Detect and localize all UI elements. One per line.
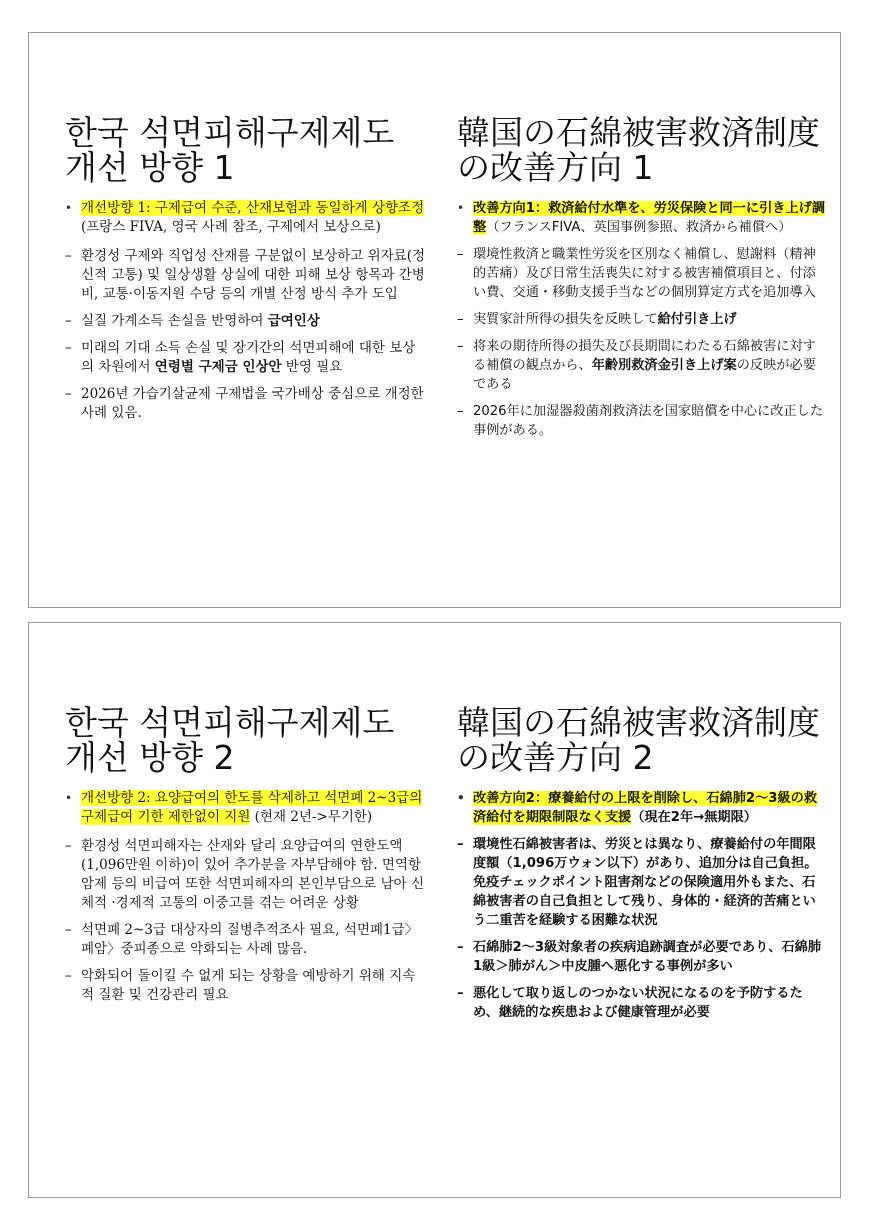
bullet-text: 악화되어 돌이킬 수 없게 되는 상황을 예방하기 위해 지속적 질환 및 건강관리 필요: [81, 968, 416, 1003]
title-line-2: 개선 방향 2: [65, 738, 235, 777]
bullet-text: 반영 필요: [281, 359, 343, 375]
dash-mark: –: [457, 404, 464, 419]
bullet-text: （フランスFIVA、英国事例参照、救済から補償へ）: [486, 220, 792, 235]
bullet-text: 環境性石綿被害者は、労災とは異なり、療養給付の年間限度額（1,096万ウォン以下）があり、追加分は自己負担。免疫チェックポイント阻害剤などの保険適用外もまた、石綿被害者の自己負担として残り、身体的・経済的苦痛という二重苦を経験する困難な状況: [473, 837, 818, 928]
bullet-list: [65, 789, 425, 1013]
bullet-list: [65, 199, 425, 431]
bullet-item: [65, 385, 425, 423]
highlighted-text: 개선방향 1: 구제급여 수준, 산재보험과 동일하게 상향조정: [81, 200, 425, 216]
bullet-text: 2026年に加湿器殺菌剤救済法を国家賠償を中心に改正した事例がある。: [473, 404, 824, 438]
bullet-text: 悪化して取り返しのつかない状況になるのを予防するため、継続的な疾患および健康管理が必要: [473, 986, 803, 1020]
dash-mark: –: [457, 312, 464, 327]
bullet-text: 環境性救済と職業性労災を区別なく補償し、慰謝料（精神的苦痛）及び日常生活喪失に対する被害補償項目と、付添い費、交通・移動支援手当などの個別算定方式を追加導入: [473, 247, 816, 300]
dash-mark: –: [457, 837, 464, 852]
bullet-item: [65, 312, 425, 331]
slide-1: [28, 32, 841, 608]
bullet-mark: •: [65, 201, 73, 215]
bullet-item: [65, 339, 425, 377]
bullet-text: の反映が必要である: [473, 358, 816, 392]
dash-mark: –: [457, 247, 464, 262]
bold-text: 年齢別救済金引き上げ案: [591, 358, 737, 373]
bullet-list: [457, 789, 827, 1030]
bullet-list: [457, 199, 827, 448]
dash-mark: –: [65, 968, 72, 984]
bold-text: 給付引き上げ: [657, 312, 737, 327]
bullet-item: [457, 789, 827, 827]
title-line-1: 韓国の石綿被害救済制度: [457, 703, 820, 742]
bullet-item: [457, 310, 827, 329]
bullet-item: [65, 837, 425, 913]
highlighted-text: 改善方向2：療養給付の上限を削除し、石綿肺2〜3級の救済給付を期限制限なく支援: [473, 791, 818, 825]
bullet-item: [457, 245, 827, 302]
bullet-text: 将来の期待所得の損失及び長期間にわたる石綿被害に対する補償の観点から、: [473, 339, 816, 373]
dash-mark: –: [65, 922, 72, 938]
bullet-text: 石綿肺2〜3級対象者の疾病追跡調査が必要であり、石綿肺1級＞肺がん＞中皮腫へ悪化する事例が多い: [473, 940, 822, 974]
bullet-text: 2026년 가습기살균제 구제법을 국가배상 중심으로 개정한 사례 있음.: [81, 386, 424, 421]
slide-title-japanese: [457, 115, 837, 185]
title-line-2: の改善方向 2: [457, 738, 654, 777]
bullet-item: [457, 337, 827, 394]
bold-text: 급여인상: [267, 313, 320, 329]
bullet-text: 実質家計所得の損失を反映して: [473, 312, 658, 327]
bullet-text: 실질 가계소득 손실을 반영하여: [81, 313, 268, 329]
highlighted-text: 개선방향 2: 요양급여의 한도를 삭제하고 석면폐 2~3급의 구제급여 기한 제한없이 지원: [81, 790, 423, 825]
bullet-item: [65, 921, 425, 959]
bullet-item: [65, 967, 425, 1005]
title-line-1: 한국 석면피해구제제도: [65, 703, 395, 742]
dash-mark: –: [65, 838, 72, 854]
bullet-text: 환경성 석면피해자는 산재와 달리 요양급여의 연한도액(1,096만원 이하)이 있어 추가분을 자부담해야 함. 면역항암제 등의 비급여 또한 석면피해자의 본인부담으로 남아 신체적 ·경제적 고통의 이중고를 겪는 어려운 상황: [81, 838, 425, 911]
bullet-item: [457, 402, 827, 440]
bullet-item: [457, 199, 827, 237]
dash-mark: –: [65, 313, 72, 329]
title-line-2: の改善方向 1: [457, 148, 654, 187]
bold-text: 연령별 구제금 인상안: [154, 359, 282, 375]
bullet-text: (프랑스 FIVA, 영국 사례 참조, 구제에서 보상으로): [81, 219, 381, 235]
bullet-text: 환경성 구제와 직업성 산재를 구분없이 보상하고 위자료(정신적 고통) 및 일상생활 상실에 대한 피해 보상 항목과 간병비, 교통·이동지원 수당 등의 개별 산정 방식 추가 도입: [81, 248, 425, 302]
bullet-text: (현재 2년->무기한): [250, 809, 373, 825]
slide-title-korean: [65, 705, 445, 775]
bullet-mark: •: [457, 791, 465, 805]
dash-mark: –: [457, 339, 464, 354]
bullet-item: [457, 835, 827, 930]
dash-mark: –: [65, 340, 72, 356]
dash-mark: –: [457, 986, 464, 1001]
bullet-item: [65, 199, 425, 237]
bullet-item: [457, 938, 827, 976]
highlighted-text: 改善方向1：救済給付水準を、労災保険と同一に引き上げ調整: [473, 201, 826, 235]
slide-title-korean: [65, 115, 445, 185]
bullet-mark: •: [65, 791, 73, 805]
bullet-text: 석면폐 2~3급 대상자의 질병추적조사 필요, 석면폐1급〉폐암〉중피종으로 악화되는 사례 많음.: [81, 922, 419, 957]
bullet-mark: •: [457, 201, 465, 215]
title-line-2: 개선 방향 1: [65, 148, 235, 187]
bullet-item: [457, 984, 827, 1022]
dash-mark: –: [65, 386, 72, 402]
title-line-1: 한국 석면피해구제제도: [65, 113, 395, 152]
slide-title-japanese: [457, 705, 837, 775]
bullet-item: [65, 789, 425, 827]
bullet-item: [65, 247, 425, 304]
title-line-1: 韓国の石綿被害救済制度: [457, 113, 820, 152]
bullet-text: 미래의 기대 소득 손실 및 장기간의 석면피해에 대한 보상의 차원에서: [81, 340, 416, 375]
dash-mark: –: [457, 940, 464, 955]
bullet-text: （現在2年→無期限）: [631, 810, 757, 825]
dash-mark: –: [65, 248, 72, 264]
slide-2: [28, 622, 841, 1198]
